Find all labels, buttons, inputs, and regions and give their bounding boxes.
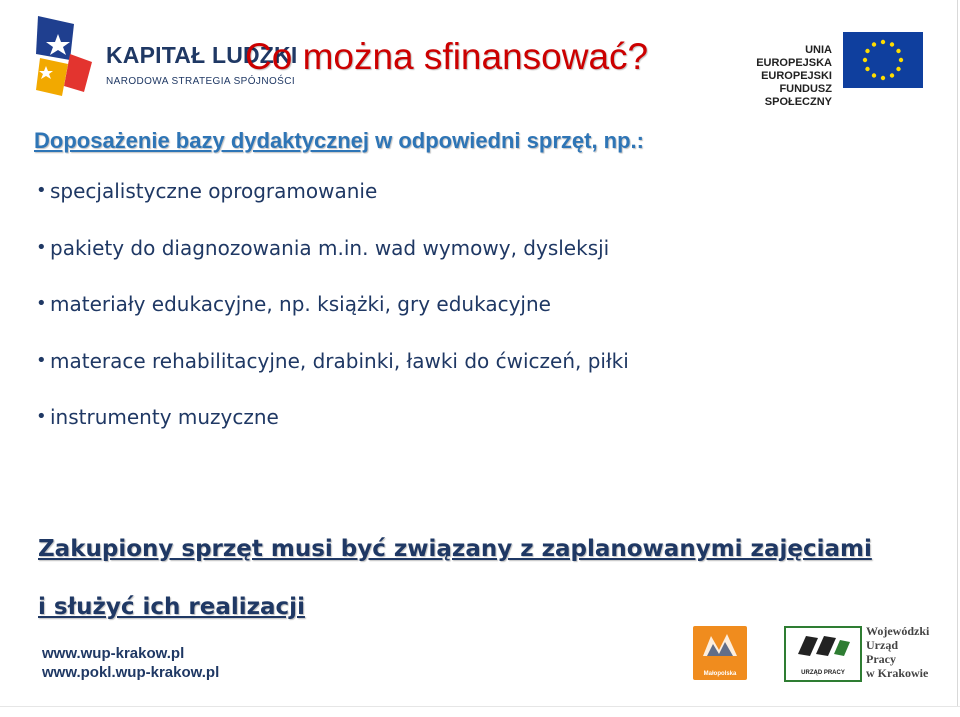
wup-name-line1: Wojewódzki — [866, 624, 930, 638]
bullet-icon: • — [36, 406, 47, 427]
program-logo-subtitle: NARODOWA STRATEGIA SPÓJNOŚCI — [106, 76, 296, 87]
right-border — [957, 0, 958, 716]
bullet-icon: • — [36, 180, 47, 201]
program-logo-name: KAPITAŁ LUDZKI — [106, 42, 298, 68]
eu-stars-icon — [843, 32, 923, 88]
bullet-icon: • — [36, 349, 47, 371]
malopolska-emblem-icon — [693, 626, 747, 666]
list-item — [36, 289, 629, 346]
list-item-text: materace rehabilitacyjne, drabinki, ławki do ćwiczeń, piłki — [50, 348, 629, 373]
list-item-text: materiały edukacyjne, np. książki, gry edukacyjne — [50, 292, 551, 316]
requirement-note-line2: i służyć ich realizacji — [38, 594, 305, 620]
eu-logo-text — [732, 44, 832, 109]
requirement-note — [38, 520, 872, 636]
list-item — [36, 346, 629, 403]
wup-name — [866, 624, 929, 680]
wup-name-line3: Pracy — [866, 652, 896, 666]
subtitle-rest: w odpowiedni sprzęt, np.: — [369, 128, 644, 153]
bullet-icon: • — [36, 236, 47, 258]
bottom-border — [0, 706, 960, 717]
list-item-text: pakiety do diagnozowania m.in. wad wymowy, dysleksji — [50, 235, 610, 260]
wup-name-line2: Urząd — [866, 638, 898, 652]
list-item — [36, 402, 629, 459]
bullet-list — [36, 176, 629, 459]
section-subtitle — [34, 128, 644, 154]
wup-logo-label: URZĄD PRACY — [801, 670, 845, 676]
wup-name-line4: w Krakowie — [866, 666, 929, 680]
slide-title: Co można sfinansować? — [245, 36, 649, 77]
malopolska-logo — [693, 626, 747, 680]
eu-flag-icon — [843, 32, 923, 88]
list-item — [36, 233, 629, 290]
list-item-text: specjalistyczne oprogramowanie — [50, 179, 378, 203]
subtitle-underlined: Doposażenie bazy dydaktycznej — [34, 128, 369, 153]
bullet-icon: • — [36, 293, 47, 314]
footer-link-pokl[interactable]: www.pokl.wup-krakow.pl — [42, 664, 220, 681]
wup-emblem-icon — [786, 628, 860, 664]
footer-link-wup[interactable]: www.wup-krakow.pl — [42, 645, 185, 662]
list-item — [36, 176, 629, 233]
eu-logo-line3: FUNDUSZ SPOŁECZNY — [764, 83, 832, 108]
kapital-ludzki-emblem-icon — [34, 14, 94, 98]
malopolska-label: Małopolska — [703, 671, 737, 677]
eu-logo-line1: UNIA EUROPEJSKA — [756, 44, 832, 69]
wup-logo — [784, 626, 862, 682]
eu-logo-line2: EUROPEJSKI — [761, 70, 832, 82]
footer-links — [42, 644, 219, 682]
requirement-note-line1: Zakupiony sprzęt musi być związany z zaplanowanymi zajęciami — [38, 536, 872, 562]
list-item-text: instrumenty muzyczne — [50, 405, 279, 429]
